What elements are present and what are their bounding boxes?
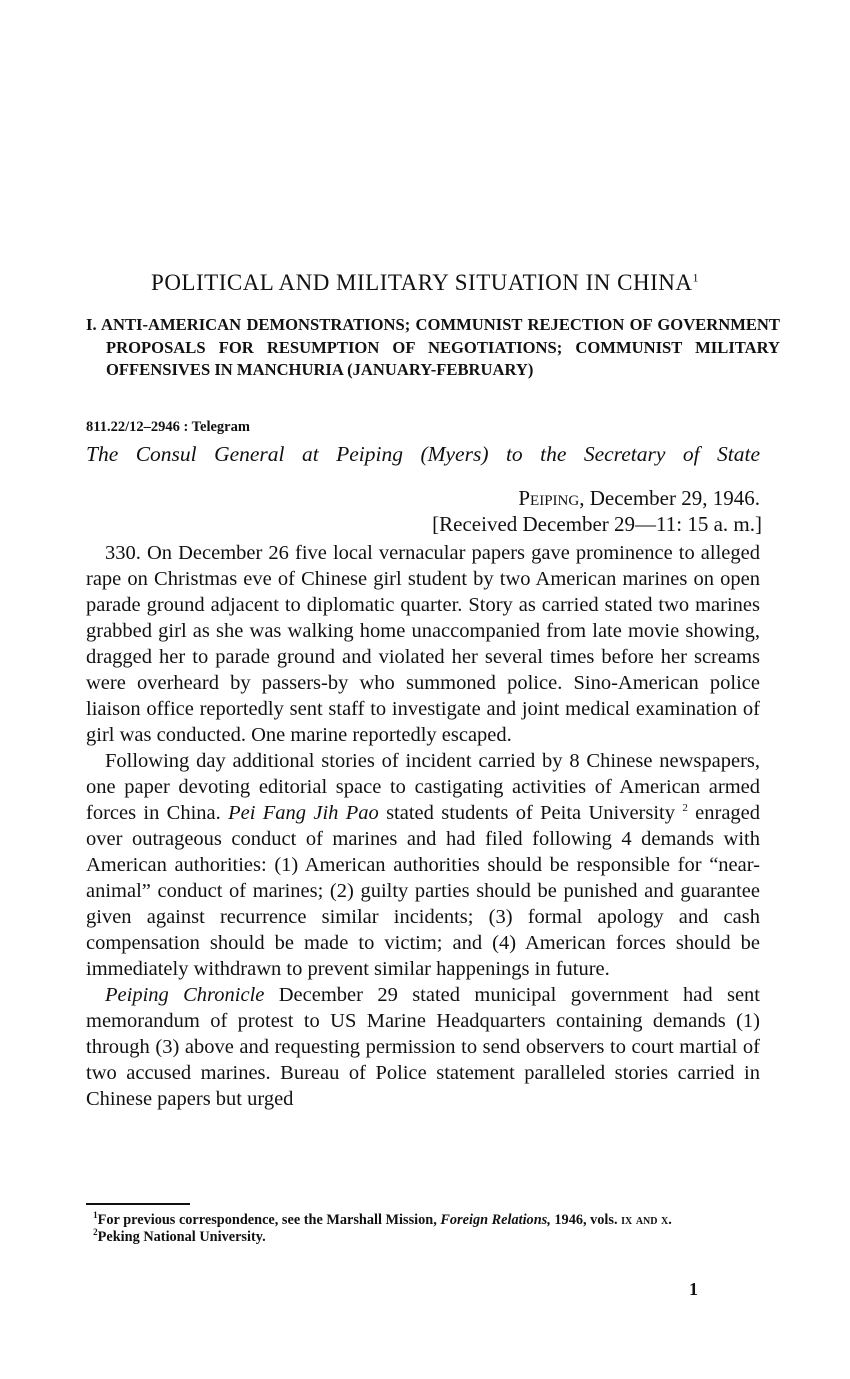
footnote-1-text-a: For previous correspondence, see the Marshall Mission, xyxy=(97,1212,437,1228)
footnotes xyxy=(86,1212,760,1246)
footnote-1-volumes: ix and x. xyxy=(621,1212,672,1228)
footnote-2-text: Peking National University. xyxy=(97,1229,266,1245)
para2-part-a: Following day additional stories of incident carried by 8 Chinese newspapers, one paper devoting editorial space to castigating activities of American armed forces in China. xyxy=(86,750,760,824)
footnote-1-text-b: 1946, vols. xyxy=(554,1212,618,1228)
para3-text: December 29 stated municipal government had sent memorandum of protest to US Marine Headquarters containing demands (1) through (3) above and requesting permission to send observers to court martial of two accused marines. Bureau of Police statement paralleled stories carried in Chinese papers but urged xyxy=(86,984,760,1110)
page-title xyxy=(0,270,850,296)
footnote-divider xyxy=(86,1203,190,1205)
footnote-1-publication: Foreign Relations, xyxy=(440,1212,551,1228)
dateline-place: Peiping xyxy=(518,486,580,510)
file-number: 811.22/12–2946 : Telegram xyxy=(86,419,250,435)
title-footnote-ref: 1 xyxy=(692,270,699,285)
dateline-date: , December 29, 1946. xyxy=(579,486,760,510)
paragraph-2 xyxy=(86,748,760,982)
page-number: 1 xyxy=(689,1279,698,1299)
sender-line: The Consul General at Peiping (Myers) to the Secretary of State xyxy=(86,442,760,466)
newspaper-name: Pei Fang Jih Pao xyxy=(228,802,379,824)
footnote-1-marker: 1 xyxy=(93,1210,98,1221)
title-text: POLITICAL AND MILITARY SITUATION IN CHINA xyxy=(151,270,693,295)
footnote-ref-2: 2 xyxy=(682,802,688,815)
footnote-2-marker: 2 xyxy=(93,1227,98,1238)
paragraph-1: 330. On December 26 five local vernacular papers gave prominence to alleged rape on Christmas eve of Chinese girl student by two American marines on open parade ground adjacent to diplomatic quarter. Story as carried stated two marines grabbed girl as she was walking home unaccompanied from late movie showing, dragged her to parade ground and violated her several times before her screams were overheard by passers-by who summoned police. Sino-American police liaison office reportedly sent staff to investigate and joint medical examination of girl was conducted. One marine reportedly escaped. xyxy=(86,542,760,746)
footnote-1 xyxy=(86,1212,760,1229)
section-heading: I. ANTI-AMERICAN DEMONSTRATIONS; COMMUNIST REJECTION OF GOVERNMENT PROPOSALS FOR RESUMPTION OF NEGOTIATIONS; COMMUNIST MILITARY OFFENSIVES IN MANCHURIA (JANUARY-FEBRUARY) xyxy=(86,315,780,379)
dateline xyxy=(518,486,760,511)
footnote-2 xyxy=(86,1229,760,1246)
newspaper-name: Peiping Chronicle xyxy=(105,984,265,1006)
paragraph-3 xyxy=(86,982,760,1112)
para2-part-c: enraged over outrageous conduct of marines and had filed following 4 demands with American authorities: (1) American authorities should be responsible for “near-animal” conduct of marines; (2) guilty parties should be punished and guarantee given against recurrence similar incidents; (3) formal apology and cash compensation should be made to victim; and (4) American forces should be immediately withdrawn to prevent similar happenings in future. xyxy=(86,802,761,980)
telegram-body xyxy=(86,540,760,1112)
received-line: [Received December 29—11: 15 a. m.] xyxy=(432,512,762,536)
para2-part-b: stated students of Peita University xyxy=(386,802,675,824)
